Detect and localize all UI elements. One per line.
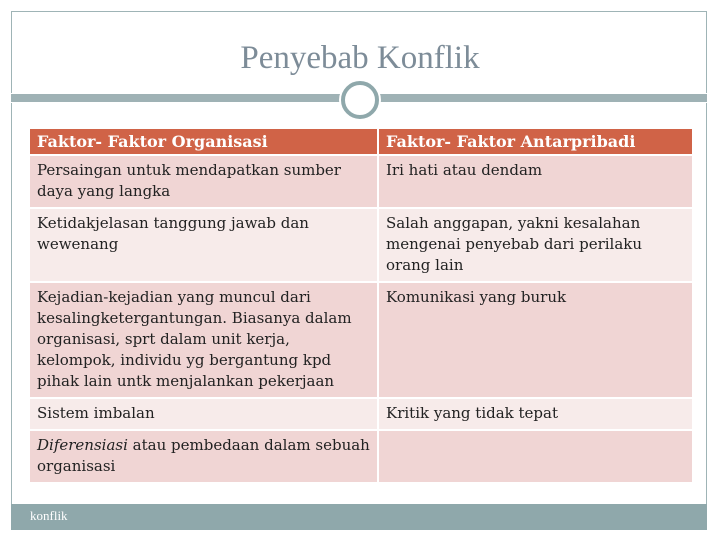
conflict-causes-table: [28, 127, 694, 484]
footer-bar: [11, 504, 707, 530]
table-cell: Komunikasi yang buruk: [378, 282, 693, 398]
table-row: [29, 398, 693, 430]
table-row: [29, 282, 693, 398]
table-cell: Persaingan untuk mendapatkan sumber daya yang langka: [29, 155, 378, 208]
header-interpersonal-factors: Faktor- Faktor Antarpribadi: [378, 128, 693, 155]
table-row: [29, 155, 693, 208]
table-cell: Kritik yang tidak tepat: [378, 398, 693, 430]
table-cell: Salah anggapan, yakni kesalahan mengenai penyebab dari perilaku orang lain: [378, 208, 693, 282]
cell-text: atau pembedaan dalam sebuah organisasi: [37, 436, 370, 475]
table-cell: Iri hati atau dendam: [378, 155, 693, 208]
table-row: [29, 430, 693, 483]
table-cell: [29, 430, 378, 483]
slide-title: Penyebab Konflik: [240, 40, 480, 76]
divider-circle-icon: [341, 81, 379, 119]
table-header-row: [29, 128, 693, 155]
footer-label: konflik: [30, 508, 68, 523]
header-organizational-factors: Faktor- Faktor Organisasi: [29, 128, 378, 155]
table-cell-empty: [378, 430, 693, 483]
table-row: [29, 208, 693, 282]
table-cell: Sistem imbalan: [29, 398, 378, 430]
table-cell: Ketidakjelasan tanggung jawab dan wewenang: [29, 208, 378, 282]
table-cell: Kejadian-kejadian yang muncul dari kesalingketergantungan. Biasanya dalam organisasi, sprt dalam unit kerja, kelompok, individu yg bergantung kpd pihak lain untk menjalankan pekerjaan: [29, 282, 378, 398]
italic-term: Diferensiasi: [37, 436, 128, 454]
